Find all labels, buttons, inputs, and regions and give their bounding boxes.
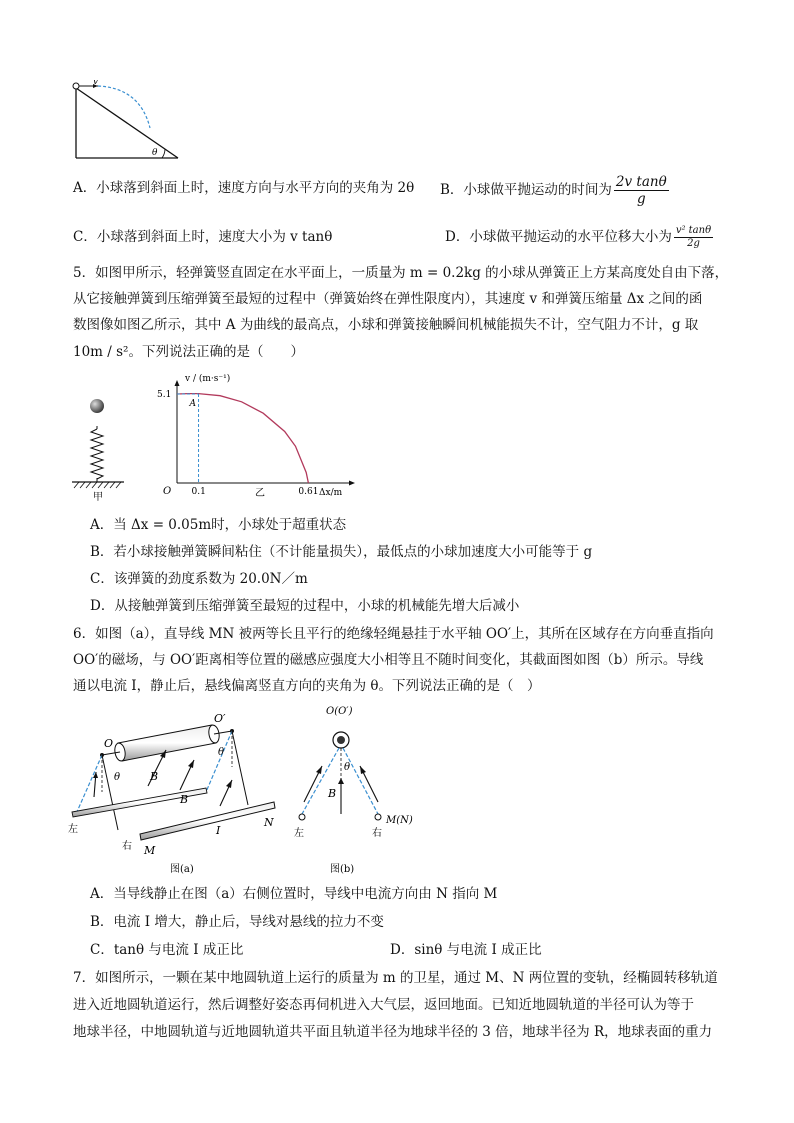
figure-a-caption: 图(a)	[170, 864, 194, 875]
end-n-label: N	[264, 816, 274, 829]
velocity-compression-chart	[155, 368, 360, 500]
x-tick-label: 0.1	[191, 487, 206, 497]
b-label: B	[328, 787, 337, 800]
theta-label: θ	[344, 762, 351, 773]
q7-stem-line-3: 地球半径，中地圆轨道与近地圆轨道共平面且轨道半径为地球半径的 3 倍，地球半径为 R，地球表面的重力	[73, 1024, 713, 1040]
q5-option-d: D．从接触弹簧到压缩弹簧至最短的过程中，小球的机械能先增大后减小	[90, 598, 520, 614]
spring-figure	[68, 392, 128, 502]
y-tick-label: 5.1	[157, 389, 172, 400]
mn-label: M(N)	[386, 815, 413, 826]
x-tick-label: 0.61	[298, 487, 319, 497]
velocity-label: v	[93, 80, 99, 87]
q6-stem-line-2: OO′的磁场，与 OO′距离相等位置的磁感应强度大小相等且不随时间变化，其截面图如图（b）所示。导线	[73, 652, 704, 668]
end-m-label: M	[144, 844, 156, 857]
chart-axes	[175, 380, 356, 486]
current-label: I	[216, 824, 221, 837]
chart-marks	[157, 390, 318, 497]
point-a-label: A	[189, 398, 197, 409]
q4-option-c: C．小球落到斜面上时，速度大小为 v tanθ	[73, 229, 333, 245]
theta-label-left: θ	[114, 772, 121, 783]
figure-yi-label: 乙	[255, 488, 265, 499]
figure-jia-label: 甲	[93, 492, 103, 502]
q5-option-a: A．当 Δx = 0.05m时，小球处于超重状态	[90, 517, 347, 533]
q7-stem-line-1: 7．如图所示，一颗在某中地圆轨道上运行的质量为 m 的卫星，通过 M、N 两位置的变轨，经椭圆转移轨道	[73, 970, 718, 986]
q6-stem-line-3: 通以电流 I，静止后，悬线偏离竖直方向的夹角为 θ。下列说法正确的是（ ）	[73, 678, 541, 694]
angle-label: θ	[152, 148, 158, 158]
figure-a	[66, 702, 291, 878]
figure-b	[290, 702, 420, 878]
left-label: 左	[294, 828, 304, 839]
y-axis-label: v / (m·s⁻¹)	[185, 374, 231, 384]
q4-option-d-text: D．小球做平抛运动的水平位移大小为	[445, 229, 672, 245]
q6-stem-line-1: 6．如图（a），直导线 MN 被两等长且平行的绝缘轻绳悬挂于水平轴 OO′上，其所在区域存在方向垂直指向	[73, 626, 714, 642]
fraction-numerator: v² tanθ	[675, 224, 712, 236]
q6-option-c: C．tanθ 与电流 I 成正比	[90, 942, 244, 958]
y-axis-arrow	[175, 380, 180, 386]
origin-label: O	[163, 486, 172, 497]
q4-option-a: A．小球落到斜面上时，速度方向与水平方向的夹角为 2θ	[73, 180, 415, 196]
q4-option-b	[440, 172, 669, 208]
q6-option-b: B．电流 I 增大，静止后，导线对悬线的拉力不变	[90, 914, 384, 930]
velocity-curve	[177, 394, 308, 483]
q6-option-d: D．sinθ 与电流 I 成正比	[390, 942, 542, 958]
fraction-numerator: 2v tanθ	[615, 173, 667, 190]
q4-option-b-text: B．小球做平抛运动的时间为	[440, 182, 612, 198]
fraction-denominator: g	[637, 190, 646, 207]
q5-option-c: C．该弹簧的劲度系数为 20.0N／m	[90, 571, 308, 587]
q5-stem-line-3: 数图像如图乙所示，其中 A 为曲线的最高点，小球和弹簧接触瞬间机械能损失不计，空气阻力不计，g 取	[73, 317, 699, 333]
b-label-2: B	[180, 793, 189, 806]
ball-icon	[90, 399, 104, 413]
fraction-denominator: 2g	[687, 237, 700, 249]
theta-label-right: θ	[218, 747, 225, 758]
q5-stem-line-4: 10m / s²。下列说法正确的是（ ）	[73, 344, 304, 360]
x-axis-arrow	[349, 481, 355, 486]
b-label-1: B	[150, 770, 159, 783]
q7-stem-line-2: 进入近地圆轨道运行，然后调整好姿态再伺机进入大气层，返回地面。已知近地圆轨道的半径可认为等于	[73, 997, 694, 1013]
figure-b-caption: 图(b)	[330, 864, 355, 875]
q5-stem-line-2: 从它接触弹簧到压缩弹簧至最短的过程中（弹簧始终在弹性限度内），其速度 v 和弹簧压缩量 Δx 之间的函	[73, 291, 703, 307]
q5-option-b: B．若小球接触弹簧瞬间粘住（不计能量损失），最低点的小球加速度大小可能等于 g	[90, 544, 593, 560]
q6-option-a: A．当导线静止在图（a）右侧位置时，导线中电流方向由 N 指向 M	[90, 886, 498, 902]
q5-stem-line-1: 5．如图甲所示，轻弹簧竖直固定在水平面上，一质量为 m = 0.2kg 的小球从弹簧正上方某高度处自由下落，	[73, 265, 729, 281]
x-axis-label: Δx/m	[319, 488, 343, 498]
q4-option-d-fraction	[674, 225, 713, 250]
axis-o-prime-label: O′	[214, 712, 226, 725]
incline-figure	[70, 80, 185, 162]
right-label: 右	[122, 841, 132, 852]
axis-label: O(O′)	[326, 706, 353, 717]
q4-option-b-fraction	[614, 174, 669, 207]
left-label: 左	[68, 824, 78, 835]
q4-option-d	[445, 221, 713, 253]
axis-o-label: O	[104, 737, 114, 750]
right-label: 右	[372, 828, 382, 839]
